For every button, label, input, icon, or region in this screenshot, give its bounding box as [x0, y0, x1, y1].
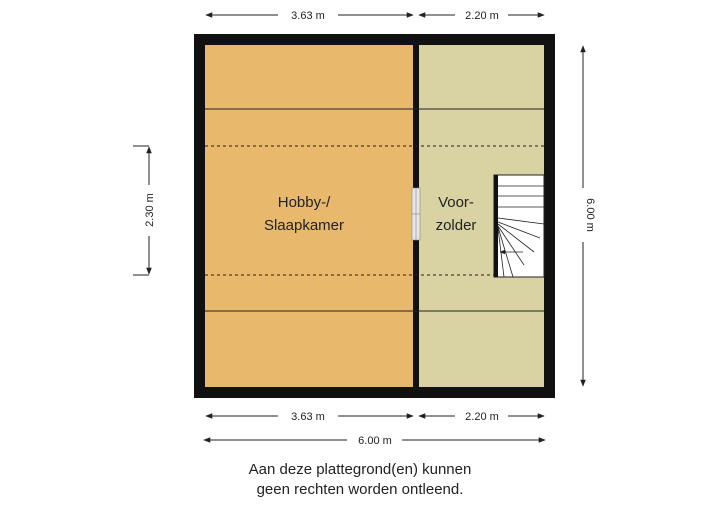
room-label-hobby-line2: Slaapkamer [263, 217, 345, 234]
dim-top-right: 2.20 m [465, 10, 499, 22]
dim-bottom-right: 2.20 m [465, 411, 499, 423]
dimension-right [583, 46, 596, 386]
dimension-left [133, 146, 156, 275]
room-label-hobby-line1: Hobby-/ [277, 194, 331, 211]
room-hobby-slaapkamer [205, 45, 413, 387]
dim-top-left: 3.63 m [291, 10, 325, 22]
dim-bottom-left: 3.63 m [291, 411, 325, 423]
disclaimer [0, 460, 720, 500]
dimension-top [206, 10, 544, 22]
room-label-voorzolder-line1: Voor- [438, 194, 474, 211]
staircase [494, 175, 544, 277]
room-label-voorzolder-line2: zolder [435, 217, 477, 234]
dim-right-height: 6.00 m [584, 198, 596, 232]
disclaimer-line2: geen rechten worden ontleend. [256, 481, 464, 498]
disclaimer-line1: Aan deze plattegrond(en) kunnen [248, 461, 472, 478]
dimension-bottom [204, 411, 545, 447]
dim-bottom-total: 6.00 m [358, 435, 392, 447]
dim-left-height: 2.30 m [144, 193, 156, 227]
